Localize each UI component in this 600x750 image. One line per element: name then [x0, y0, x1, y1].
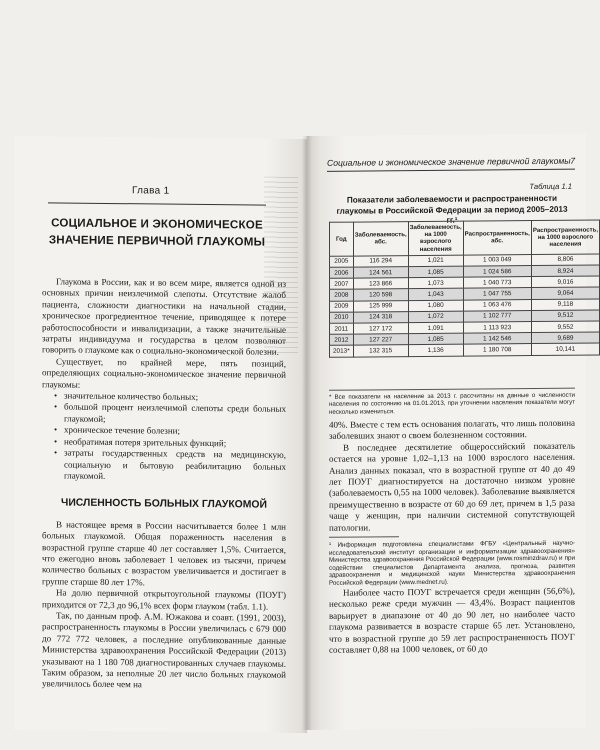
table-cell: 1 113 923	[463, 321, 531, 333]
table-cell: 2007	[330, 278, 354, 289]
table-cell: 120 598	[353, 289, 408, 301]
table-cell: 8,924	[531, 265, 599, 277]
table-cell: 10,141	[531, 343, 599, 355]
table-cell: 8,806	[531, 254, 599, 266]
table-cell: 1,072	[408, 311, 463, 323]
intro-paragraph: Глаукома в России, как и во всем мире, является одной из основных причин неизлечимой слепоты. Отсутствие жалоб пациента, сложности диагностики на начальной стадии, хроническое прогредиентное течение, приводящее к потере работоспособности и инвалидизации, а также значительные затраты индивидуума и государства в целом позволяют говорить о глаукоме как о социально-экономической болезни.	[42, 276, 286, 358]
table-cell: 124 318	[353, 311, 408, 323]
page-number: 7	[570, 155, 575, 166]
table-cell: 9,689	[531, 332, 599, 344]
table-cell: 1,021	[408, 255, 463, 267]
table-cell: 1,073	[408, 277, 463, 289]
table-cell: 1 047 755	[463, 288, 531, 300]
table-cell: 127 227	[353, 334, 408, 346]
table-cell: 125 999	[353, 300, 408, 312]
table-cell: 1,091	[408, 322, 463, 334]
list-item: • затраты государственных средств на медицинскую, социальную и бытовую реабилитацию больных глаукомой.	[42, 447, 286, 484]
table-cell: 1 102 777	[463, 310, 531, 322]
column-header: Заболеваемость, на 1000 взрослого населения	[408, 221, 463, 255]
table-cell: 2011	[330, 323, 354, 334]
table-row	[330, 343, 600, 357]
list-item: • большой процент неизлечимой слепоты среди больных глаукомой;	[42, 402, 286, 427]
list-item: • необратимая потеря зрительных функций;	[42, 436, 286, 450]
column-header: Распространенность, абс.	[463, 221, 531, 255]
chapter-rule	[48, 202, 266, 205]
right-page	[307, 134, 599, 730]
book-gutter	[302, 136, 312, 730]
right-body-text-lower	[329, 586, 575, 657]
table-cell: 1 180 708	[463, 344, 531, 356]
table-cell: 2005	[330, 256, 354, 267]
chapter-title: СОЦИАЛЬНОЕ И ЭКОНОМИЧЕСКОЕ ЗНАЧЕНИЕ ПЕРВИЧНОЙ ГЛАУКОМЫ	[48, 216, 266, 249]
table-cell: 124 561	[353, 267, 408, 279]
table-cell: 2009	[330, 301, 354, 312]
reasons-list	[42, 390, 286, 484]
table-title: Показатели заболеваемости и распространенности глаукомы в Российской Федерации за период 2005–2013 гг.¹	[336, 193, 568, 225]
table-cell: 1 024 586	[463, 266, 531, 278]
running-head-text: Социальное и экономическое значение первичной глаукомы	[327, 155, 571, 168]
table-cell: 2013*	[330, 345, 354, 356]
column-header: Год	[330, 222, 354, 256]
table-cell: 127 172	[353, 323, 408, 335]
table-cell: 1,080	[408, 300, 463, 312]
table-cell: 123 866	[353, 278, 408, 290]
column-header: Распространенность, на 1000 взрослого населения	[531, 220, 599, 254]
paragraph: Наиболее часто ПОУГ встречается среди женщин (56,6%), несколько реже среди мужчин — 43,4%. Возраст пациентов варьирует в диапазоне от 40 до 90 лет, но наиболее часто глаукома развивается в возрасте старше 65 лет. Установлено, что в возрастной группе до 59 лет распространенность ПОУГ составляет 0,88 на 1000 человек, от 60 до	[329, 585, 575, 655]
footnote: ¹ Информация подготовлена специалистами ФГБУ «Центральный научно-исследовательский институт организации и информатизации здравоохранения» Министерства здравоохранения Российской Федерации (www.rosminzdrav.ru) и при содействии специалистов Департамента анализа, прогноза, развития здравоохранения и медицинской науки Министерства здравоохранения Российской Федерации (www.mednet.ru).	[329, 539, 575, 587]
open-book	[14, 136, 599, 730]
table-header-row	[330, 220, 600, 256]
table-cell: 2008	[330, 289, 354, 300]
chapter-label: Глава 1	[132, 185, 170, 197]
table-cell: 1 063 476	[463, 299, 531, 311]
table-note: * Все показатели на население за 2013 г. рассчитаны на данные о численности населения по состоянию на 01.01.2013, при уточнении населения показатели могут несколько измениться.	[329, 388, 575, 416]
table-cell: 2012	[330, 334, 354, 345]
running-head	[327, 156, 575, 172]
table-cell: 1,136	[408, 344, 463, 356]
section-title: ЧИСЛЕННОСТЬ БОЛЬНЫХ ГЛАУКОМОЙ	[61, 497, 267, 511]
table-cell: 9,064	[531, 287, 599, 299]
paragraph: В последнее десятилетие общероссийский показатель остается на уровне 1,02–1,13 на 1000 взрослого населения. Анализ данных показал, что в возрастной группе от 40 до 49 лет ПОУГ диагностируется на достаточно низком уровне (заболеваемость 0,55 на 1000 человек). Заболевание выявляется преимущественно в возрасте от 60 до 69 лет, причем в 1,5 раза чаще у женщин, при наличии системной сопутствующей патологии.	[329, 440, 575, 533]
paragraph: В настоящее время в России насчитывается более 1 млн больных глаукомой. Общая пораженность населения в возрастной группе старше 40 лет составляет 1,5%. Считается, что ежегодно вновь заболевает 1 человек из тысячи, причем количество больных с возрастом увеличивается и достигает в группе старше 80 лет 17%.	[42, 519, 286, 588]
table-cell: 2006	[330, 267, 354, 278]
paragraph: На долю первичной открытоугольной глаукомы (ПОУГ) приходится от 72,3 до 96,1% всех форм глауком (табл. 1.1).	[42, 587, 286, 612]
table-cell: 1 003 049	[463, 254, 531, 266]
table-cell: 1,043	[408, 289, 463, 301]
table-cell: 2010	[330, 312, 354, 323]
column-header: Заболеваемость, абс.	[353, 222, 408, 256]
table-cell: 9,512	[531, 310, 599, 322]
left-body-text	[42, 276, 286, 692]
table-cell: 1 040 773	[463, 277, 531, 289]
reasons-lead: Существует, по крайней мере, пять позиций, определяющих социально-экономическое значение первичной глаукомы:	[42, 356, 286, 390]
right-body-text	[329, 418, 575, 534]
list-item: • значительное количество больных;	[42, 390, 286, 404]
table-cell: 9,552	[531, 321, 599, 333]
table-cell: 1,085	[408, 333, 463, 345]
table-cell: 9,016	[531, 276, 599, 288]
table-cell: 1,085	[408, 266, 463, 278]
table-cell: 1 142 546	[463, 333, 531, 345]
statistics-table	[329, 219, 600, 357]
left-page	[14, 136, 307, 733]
table-cell: 132 315	[353, 345, 408, 357]
table-cell: 116 294	[353, 255, 408, 267]
table-cell: 9,118	[531, 299, 599, 311]
paragraph: 40%. Вместе с тем есть основания полагать, что лишь половина заболевших знают о своем болезненном состоянии.	[329, 417, 575, 442]
footnote-rule	[329, 536, 399, 538]
table-label: Таблица 1.1	[529, 181, 572, 192]
list-item: • хроническое течение болезни;	[42, 425, 286, 439]
paragraph: Так, по данным проф. А.М. Южакова и соавт. (1991, 2003), распространенность глаукомы в России увеличилась с 679 000 до 772 772 человек, а последние опубликованные данные Министерства здравоохранения Российской Федерации (2013) указывают на 1 180 708 диагностированных случаев глаукомы. Таким образом, за неполные 20 лет число больных глаукомой увеличилось более чем на	[42, 610, 286, 690]
